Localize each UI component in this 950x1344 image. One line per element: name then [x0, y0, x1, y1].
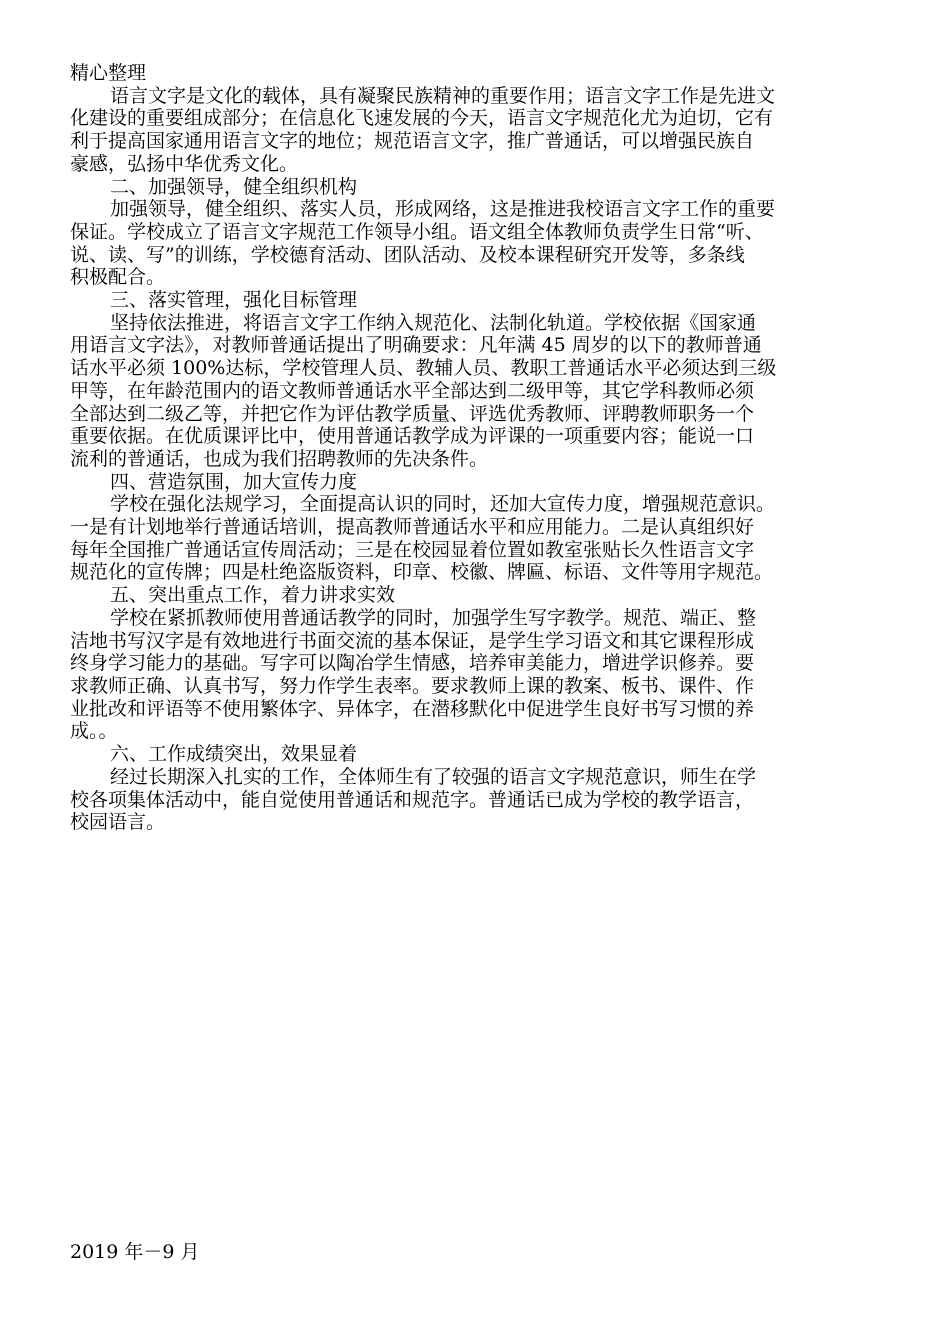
- paragraph-line: 积极配合。: [70, 266, 166, 289]
- paragraph-line: 利于提高国家通用语言文字的地位；规范语言文字，推广普通话，可以增强民族自: [70, 130, 755, 153]
- section-heading-key-work: 五、突出重点工作，着力讲求实效: [110, 584, 396, 607]
- section-heading-results: 六、工作成绩突出，效果显着: [110, 743, 358, 766]
- paragraph-line: 流利的普通话，也成为我们招聘教师的先决条件。: [70, 447, 489, 470]
- footer-date: 2019 年－9 月: [70, 1241, 200, 1263]
- paragraph-line: 规范化的宣传牌；四是杜绝盗版资料，印章、校徽、牌匾、标语、文件等用字规范。: [70, 561, 774, 584]
- document-header-label: 精心整理: [70, 62, 147, 84]
- paragraph-line: 成。。: [70, 720, 118, 743]
- paragraph-line: 全部达到二级乙等，并把它作为评估教学质量、评选优秀教师、评聘教师职务一个: [70, 402, 755, 425]
- paragraph-line: 学校在紧抓教师使用普通话教学的同时，加强学生写字教学。规范、端正、整: [110, 606, 757, 629]
- paragraph-line: 话水平必须 100%达标，学校管理人员、教辅人员、教职工普通话水平必须达到三级: [70, 357, 777, 380]
- paragraph-line: 每年全国推广普通话宣传周活动；三是在校园显着位置如教室张贴长久性语言文字: [70, 538, 755, 561]
- section-paragraph-leadership: [70, 198, 892, 289]
- paragraph-line: 终身学习能力的基础。写字可以陶冶学生情感，培养审美能力，增进学识修养。要: [70, 652, 755, 675]
- intro-paragraph: [70, 85, 892, 176]
- section-heading-leadership: 二、加强领导，健全组织机构: [110, 175, 358, 198]
- paragraph-line: 业批改和评语等不使用繁体字、异体字，在潜移默化中促进学生良好书写习惯的养: [70, 697, 755, 720]
- paragraph-line: 语言文字是文化的载体，具有凝聚民族精神的重要作用；语言文字工作是先进文: [110, 84, 776, 107]
- section-heading-management: 三、落实管理，强化目标管理: [110, 289, 358, 312]
- paragraph-line: 求教师正确、认真书写，努力作学生表率。要求教师上课的教案、板书、课件、作: [70, 674, 755, 697]
- paragraph-line: 保证。学校成立了语言文字规范工作领导小组。语文组全体教师负责学生日常“听、: [70, 220, 764, 243]
- section-paragraph-management: [70, 312, 892, 471]
- section-paragraph-results: [70, 766, 892, 834]
- paragraph-line: 加强领导，健全组织、落实人员，形成网络，这是推进我校语言文字工作的重要: [110, 198, 776, 221]
- paragraph-line: 洁地书写汉字是有效地进行书面交流的基本保证，是学生学习语文和其它课程形成: [70, 629, 755, 652]
- paragraph-line: 经过长期深入扎实的工作，全体师生有了较强的语言文字规范意识，师生在学: [110, 765, 757, 788]
- paragraph-line: 用语言文字法》，对教师普通话提出了明确要求：凡年满 45 周岁的以下的教师普通: [70, 334, 762, 357]
- section-heading-atmosphere: 四、营造氛围，加大宣传力度: [110, 470, 358, 493]
- paragraph-line: 说、读、写”的训练，学校德育活动、团队活动、及校本课程研究开发等，多条线: [70, 243, 745, 266]
- paragraph-line: 一是有计划地举行普通话培训，提高教师普通话水平和应用能力。二是认真组织好: [70, 516, 755, 539]
- paragraph-line: 校园语言。: [70, 811, 166, 834]
- section-paragraph-atmosphere: [70, 493, 892, 584]
- paragraph-line: 化建设的重要组成部分；在信息化飞速发展的今天，语言文字规范化尤为迫切，它有: [70, 107, 774, 130]
- paragraph-line: 校各项集体活动中，能自觉使用普通话和规范字。普通话已成为学校的教学语言，: [70, 788, 755, 811]
- document-body: [70, 62, 892, 834]
- paragraph-line: 甲等，在年龄范围内的语文教师普通话水平全部达到二级甲等，其它学科教师必须: [70, 379, 755, 402]
- paragraph-line: 重要依据。在优质课评比中，使用普通话教学成为评课的一项重要内容；能说一口: [70, 425, 755, 448]
- paragraph-line: 学校在强化法规学习，全面提高认识的同时，还加大宣传力度，增强规范意识。: [110, 493, 776, 516]
- paragraph-line: 坚持依法推进，将语言文字工作纳入规范化、法制化轨道。学校依据《国家通: [110, 311, 757, 334]
- section-paragraph-key-work: [70, 607, 892, 743]
- paragraph-line: 豪感，弘扬中华优秀文化。: [70, 152, 299, 175]
